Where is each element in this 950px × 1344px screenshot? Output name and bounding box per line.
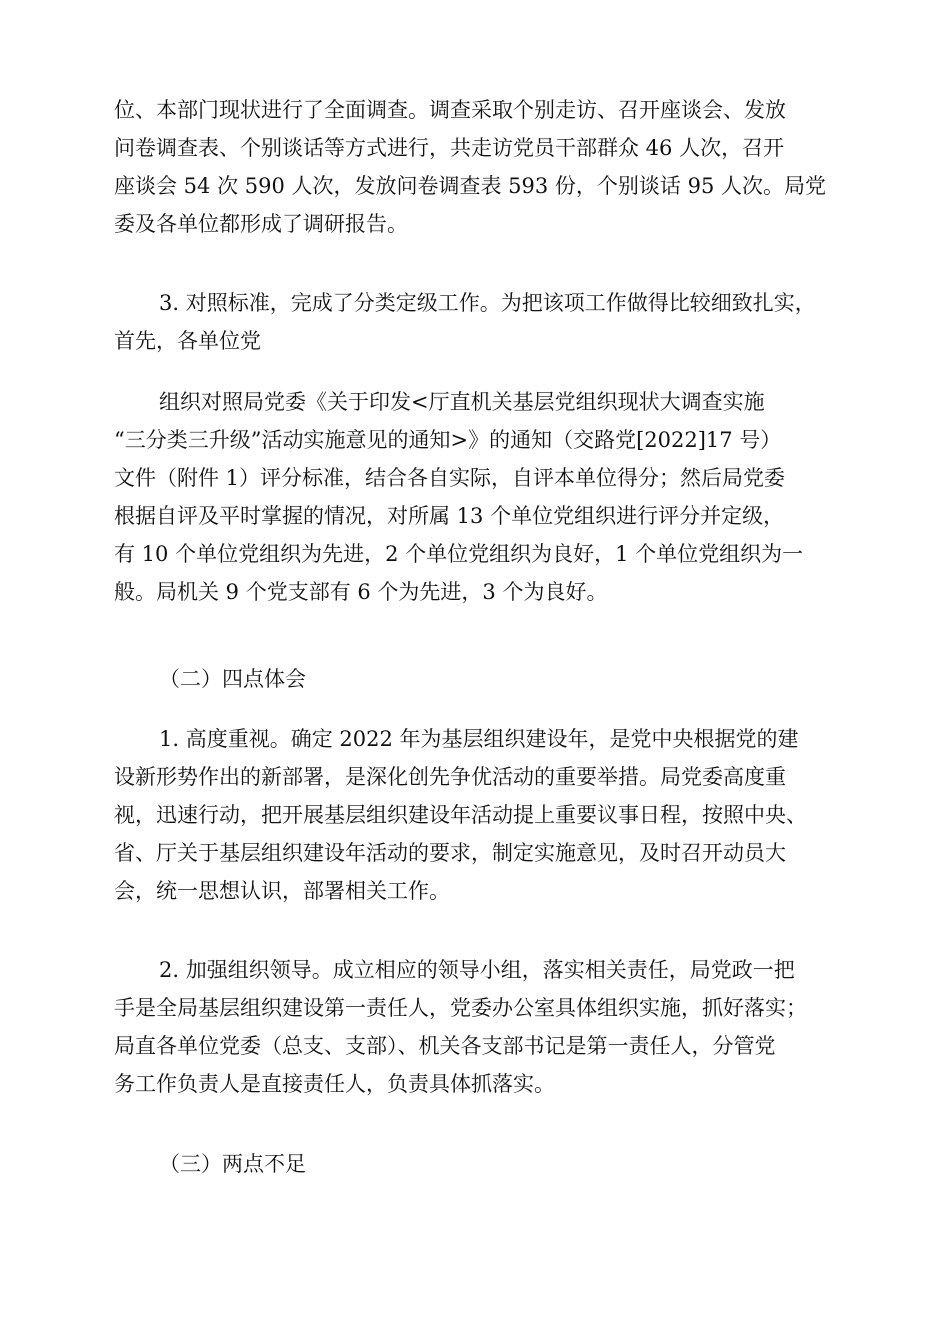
paragraph-survey-summary [114, 91, 826, 243]
text-line: 首先，各单位党 [114, 329, 261, 353]
text-line: 手是全局基层组织建设第一责任人，党委办公室具体组织实施，抓好落实； [114, 996, 807, 1020]
paragraph-leadership [114, 951, 807, 1103]
text-line: 座谈会 54 次 590 人次，发放问卷调查表 593 份，个别谈话 95 人次。局党 [114, 174, 827, 198]
section-heading-two-shortcomings [114, 1145, 306, 1183]
text-line: 根据自评及平时掌握的情况，对所属 13 个单位党组织进行评分并定级， [114, 504, 785, 528]
text-line: （二）四点体会 [159, 667, 306, 691]
text-line: 2. 加强组织领导。成立相应的领导小组，落实相关责任，局党政一把 [159, 958, 795, 982]
section-heading-four-points [114, 660, 306, 698]
text-line: 务工作负责人是直接责任人，负责具体抓落实。 [114, 1072, 555, 1096]
text-line: 视，迅速行动，把开展基层组织建设年活动提上重要议事日程，按照中央、 [114, 803, 807, 827]
text-line: 会，统一思想认识，部署相关工作。 [114, 879, 450, 903]
text-line: 局直各单位党委（总支、支部）、机关各支部书记是第一责任人，分管党 [114, 1034, 776, 1058]
text-line: 组织对照局党委《关于印发<厅直机关基层党组织现状大调查实施 [159, 390, 765, 414]
text-line: “三分类三升级”活动实施意见的通知>》的通知（交路党[2022]17 号） [114, 428, 782, 452]
text-line: 3. 对照标准，完成了分类定级工作。为把该项工作做得比较细致扎实， [159, 291, 816, 315]
text-line: 有 10 个单位党组织为先进，2 个单位党组织为良好，1 个单位党组织为一 [114, 542, 804, 566]
paragraph-classification-detail [114, 383, 803, 611]
text-line: 委及各单位都形成了调研报告。 [114, 212, 408, 236]
text-line: 省、厅关于基层组织建设年活动的要求，制定实施意见，及时召开动员大 [114, 841, 786, 865]
paragraph-high-priority [114, 720, 807, 910]
text-line: 问卷调查表、个别谈话等方式进行，共走访党员干部群众 46 人次，召开 [114, 136, 785, 160]
paragraph-classification-heading [114, 284, 816, 360]
text-line: 设新形势作出的新部署，是深化创先争优活动的重要举措。局党委高度重 [114, 765, 786, 789]
text-line: 般。局机关 9 个党支部有 6 个为先进，3 个为良好。 [114, 580, 608, 604]
text-line: 1. 高度重视。确定 2022 年为基层组织建设年，是党中央根据党的建 [159, 727, 799, 751]
text-line: 位、本部门现状进行了全面调查。调查采取个别走访、召开座谈会、发放 [114, 98, 786, 122]
text-line: （三）两点不足 [159, 1152, 306, 1176]
text-line: 文件（附件 1）评分标准，结合各自实际，自评本单位得分；然后局党委 [114, 466, 786, 490]
